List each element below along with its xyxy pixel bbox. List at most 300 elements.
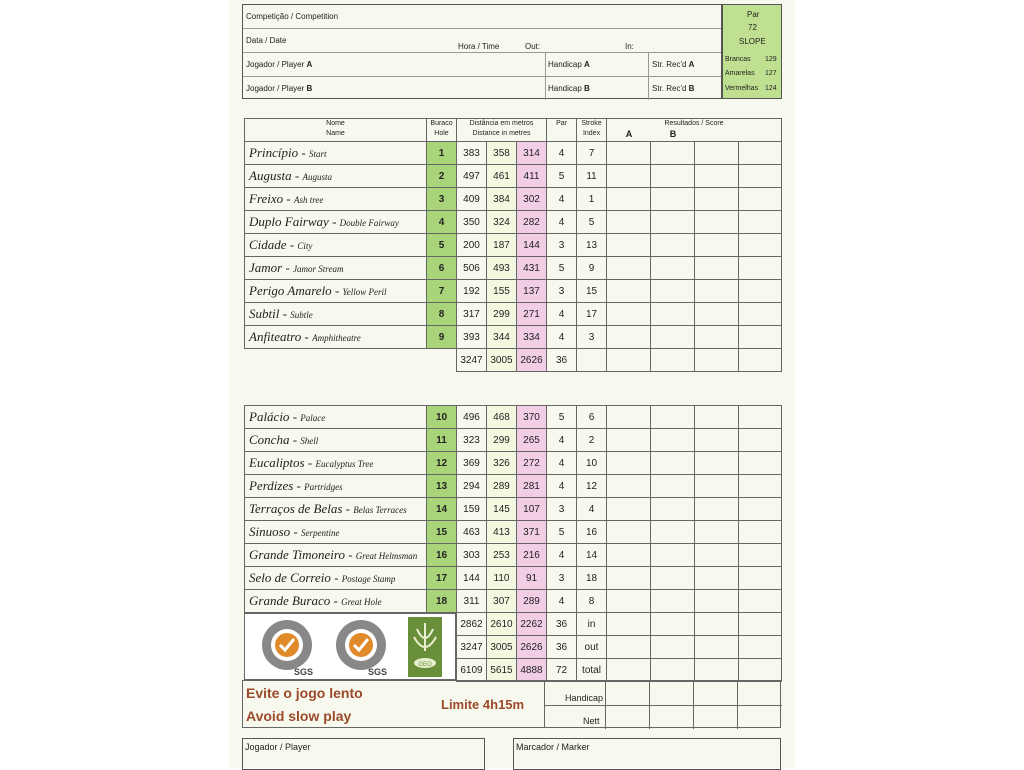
score-cell-b[interactable] bbox=[651, 326, 695, 349]
distance-white: 393 bbox=[457, 326, 487, 349]
distance-yellow: 461 bbox=[487, 165, 517, 188]
distance-red: 370 bbox=[517, 406, 547, 429]
score-cell-a[interactable] bbox=[607, 142, 651, 165]
hole-name: Eucaliptos - Eucalyptus Tree bbox=[245, 452, 427, 475]
distance-white: 294 bbox=[457, 475, 487, 498]
distance-yellow: 468 bbox=[487, 406, 517, 429]
score-cell[interactable] bbox=[695, 303, 739, 326]
slow-play-box bbox=[242, 680, 544, 728]
score-cell-b[interactable] bbox=[651, 521, 695, 544]
total-par: 72 bbox=[547, 659, 577, 682]
score-cell[interactable] bbox=[739, 188, 782, 211]
hole-par: 4 bbox=[547, 429, 577, 452]
distance-white: 463 bbox=[457, 521, 487, 544]
hole-row bbox=[245, 326, 782, 349]
distance-red: 411 bbox=[517, 165, 547, 188]
distance-yellow: 187 bbox=[487, 234, 517, 257]
hole-row bbox=[245, 303, 782, 326]
distance-white: 323 bbox=[457, 429, 487, 452]
total-white: 3247 bbox=[457, 636, 487, 659]
stroke-index: 7 bbox=[577, 142, 607, 165]
score-cell[interactable] bbox=[651, 349, 695, 372]
score-cell[interactable] bbox=[695, 234, 739, 257]
score-cell[interactable] bbox=[695, 567, 739, 590]
score-cell[interactable] bbox=[651, 659, 695, 682]
score-cell-b[interactable] bbox=[651, 188, 695, 211]
score-cell[interactable] bbox=[739, 257, 782, 280]
distance-yellow: 289 bbox=[487, 475, 517, 498]
distance-yellow: 145 bbox=[487, 498, 517, 521]
total-label: in bbox=[577, 613, 607, 636]
hole-row bbox=[245, 567, 782, 590]
distance-header: Distância em metros Distance in metres bbox=[457, 119, 547, 142]
hole-name: Perigo Amarelo - Yellow Peril bbox=[245, 280, 427, 303]
total-red: 2626 bbox=[517, 349, 547, 372]
hole-number: 6 bbox=[427, 257, 457, 280]
hole-name: Grande Timoneiro - Great Helmsman bbox=[245, 544, 427, 567]
hole-par: 4 bbox=[547, 452, 577, 475]
hole-number: 5 bbox=[427, 234, 457, 257]
sgs-seal-icon bbox=[257, 617, 317, 677]
score-cell[interactable] bbox=[607, 613, 651, 636]
hole-number: 3 bbox=[427, 188, 457, 211]
score-cell[interactable] bbox=[739, 326, 782, 349]
sgs-seal-icon bbox=[331, 617, 391, 677]
hole-name: Duplo Fairway - Double Fairway bbox=[245, 211, 427, 234]
score-cell-a[interactable] bbox=[607, 406, 651, 429]
slope-value: 127 bbox=[765, 70, 777, 77]
distance-white: 303 bbox=[457, 544, 487, 567]
score-cell[interactable] bbox=[607, 659, 651, 682]
distance-red: 334 bbox=[517, 326, 547, 349]
hole-name: Subtil - Subtle bbox=[245, 303, 427, 326]
distance-red: 271 bbox=[517, 303, 547, 326]
distance-yellow: 413 bbox=[487, 521, 517, 544]
distance-yellow: 344 bbox=[487, 326, 517, 349]
score-cell-a[interactable] bbox=[607, 452, 651, 475]
header-box bbox=[242, 4, 722, 99]
distance-yellow: 299 bbox=[487, 429, 517, 452]
distance-red: 431 bbox=[517, 257, 547, 280]
hole-row bbox=[245, 280, 782, 303]
sgs-text: SGS bbox=[368, 667, 388, 677]
hole-row bbox=[245, 165, 782, 188]
score-cell[interactable] bbox=[695, 590, 739, 613]
score-cell-b[interactable] bbox=[651, 567, 695, 590]
distance-red: 302 bbox=[517, 188, 547, 211]
total-white: 3247 bbox=[457, 349, 487, 372]
score-cell-b[interactable] bbox=[651, 303, 695, 326]
hole-row bbox=[245, 590, 782, 613]
stroke-index: 10 bbox=[577, 452, 607, 475]
hole-par: 4 bbox=[547, 475, 577, 498]
hole-name: Selo de Correio - Postage Stamp bbox=[245, 567, 427, 590]
score-cell[interactable] bbox=[695, 452, 739, 475]
score-cell[interactable] bbox=[695, 613, 739, 636]
geo-text: GEO bbox=[418, 662, 432, 668]
distance-red: 272 bbox=[517, 452, 547, 475]
score-cell-b[interactable] bbox=[651, 498, 695, 521]
score-cell[interactable] bbox=[739, 590, 782, 613]
score-cell-a[interactable] bbox=[607, 326, 651, 349]
distance-white: 496 bbox=[457, 406, 487, 429]
par-slope-box bbox=[722, 4, 782, 99]
strrec-a-label: Str. Rec'd A bbox=[652, 60, 695, 69]
total-par: 36 bbox=[547, 636, 577, 659]
nett-label: Nett bbox=[583, 716, 600, 726]
score-cell[interactable] bbox=[695, 349, 739, 372]
hole-par: 3 bbox=[547, 234, 577, 257]
slope-value: 124 bbox=[765, 85, 777, 92]
score-cell-a[interactable] bbox=[607, 165, 651, 188]
score-cell[interactable] bbox=[739, 234, 782, 257]
column-header-row bbox=[245, 119, 782, 142]
hole-number: 8 bbox=[427, 303, 457, 326]
score-cell[interactable] bbox=[739, 165, 782, 188]
distance-white: 506 bbox=[457, 257, 487, 280]
hole-number: 7 bbox=[427, 280, 457, 303]
hole-par: 3 bbox=[547, 498, 577, 521]
date-label: Data / Date bbox=[246, 36, 287, 45]
slow-play-pt: Evite o jogo lento bbox=[246, 685, 363, 701]
score-cell[interactable] bbox=[739, 475, 782, 498]
hole-row bbox=[245, 234, 782, 257]
hole-number: 12 bbox=[427, 452, 457, 475]
hole-par: 3 bbox=[547, 567, 577, 590]
score-cell[interactable] bbox=[695, 165, 739, 188]
score-cell[interactable] bbox=[651, 613, 695, 636]
handicap-nett-box bbox=[544, 680, 781, 728]
total-red: 2626 bbox=[517, 636, 547, 659]
distance-yellow: 307 bbox=[487, 590, 517, 613]
score-cell-b[interactable] bbox=[651, 165, 695, 188]
hole-number: 1 bbox=[427, 142, 457, 165]
geo-logo-icon bbox=[408, 617, 442, 677]
total-yellow: 3005 bbox=[487, 636, 517, 659]
total-label: out bbox=[577, 636, 607, 659]
distance-red: 282 bbox=[517, 211, 547, 234]
distance-red: 137 bbox=[517, 280, 547, 303]
score-cell-b[interactable] bbox=[651, 280, 695, 303]
distance-red: 281 bbox=[517, 475, 547, 498]
distance-yellow: 324 bbox=[487, 211, 517, 234]
hole-row bbox=[245, 142, 782, 165]
hole-name: Jamor - Jamor Stream bbox=[245, 257, 427, 280]
distance-yellow: 110 bbox=[487, 567, 517, 590]
hole-par: 5 bbox=[547, 406, 577, 429]
player-b-label: Jogador / Player B bbox=[246, 84, 313, 93]
hole-name: Terraços de Belas - Belas Terraces bbox=[245, 498, 427, 521]
hole-number: 4 bbox=[427, 211, 457, 234]
score-cell[interactable] bbox=[739, 498, 782, 521]
score-cell[interactable] bbox=[739, 452, 782, 475]
total-yellow: 3005 bbox=[487, 349, 517, 372]
score-cell[interactable] bbox=[651, 636, 695, 659]
hole-number: 14 bbox=[427, 498, 457, 521]
score-cell-a[interactable] bbox=[607, 280, 651, 303]
distance-red: 144 bbox=[517, 234, 547, 257]
slope-tee: Vermelhas bbox=[725, 85, 759, 92]
hole-name: Palácio - Palace bbox=[245, 406, 427, 429]
distance-red: 289 bbox=[517, 590, 547, 613]
score-cell[interactable] bbox=[695, 636, 739, 659]
slope-tee: Amarelas bbox=[725, 70, 755, 77]
score-cell[interactable] bbox=[695, 142, 739, 165]
distance-yellow: 358 bbox=[487, 142, 517, 165]
sgs-text: SGS bbox=[294, 667, 314, 677]
total-red: 4888 bbox=[517, 659, 547, 682]
distance-white: 311 bbox=[457, 590, 487, 613]
score-cell[interactable] bbox=[695, 406, 739, 429]
hole-row bbox=[245, 257, 782, 280]
score-cell-a[interactable] bbox=[607, 303, 651, 326]
score-cell-b[interactable] bbox=[651, 429, 695, 452]
score-cell[interactable] bbox=[695, 188, 739, 211]
score-cell[interactable] bbox=[695, 257, 739, 280]
hole-par: 5 bbox=[547, 521, 577, 544]
strrec-b-label: Str. Rec'd B bbox=[652, 84, 695, 93]
distance-white: 350 bbox=[457, 211, 487, 234]
hole-par: 3 bbox=[547, 280, 577, 303]
hole-par: 4 bbox=[547, 303, 577, 326]
distance-yellow: 253 bbox=[487, 544, 517, 567]
score-cell-a[interactable] bbox=[607, 498, 651, 521]
hole-par: 5 bbox=[547, 257, 577, 280]
hole-number: 17 bbox=[427, 567, 457, 590]
player-signature-box[interactable] bbox=[242, 738, 485, 770]
player-a-label: Jogador / Player A bbox=[246, 60, 313, 69]
hole-par: 4 bbox=[547, 544, 577, 567]
stroke-index: 1 bbox=[577, 188, 607, 211]
score-cell[interactable] bbox=[695, 544, 739, 567]
distance-white: 497 bbox=[457, 165, 487, 188]
total-yellow: 5615 bbox=[487, 659, 517, 682]
slope-label: SLOPE bbox=[739, 37, 766, 46]
scorecard bbox=[229, 0, 795, 768]
score-cell-a[interactable] bbox=[607, 234, 651, 257]
score-cell-a[interactable] bbox=[607, 521, 651, 544]
score-cell-a[interactable] bbox=[607, 257, 651, 280]
hole-number: 10 bbox=[427, 406, 457, 429]
hole-name: Concha - Shell bbox=[245, 429, 427, 452]
score-cell[interactable] bbox=[607, 636, 651, 659]
hole-number: 13 bbox=[427, 475, 457, 498]
score-cell-b[interactable] bbox=[651, 211, 695, 234]
score-cell[interactable] bbox=[739, 659, 782, 682]
in-label: In: bbox=[625, 42, 634, 51]
total-yellow: 2610 bbox=[487, 613, 517, 636]
total-red: 2262 bbox=[517, 613, 547, 636]
score-cell[interactable] bbox=[739, 613, 782, 636]
out-label: Out: bbox=[525, 42, 541, 51]
hole-par: 4 bbox=[547, 590, 577, 613]
stroke-index: 16 bbox=[577, 521, 607, 544]
score-cell[interactable] bbox=[739, 406, 782, 429]
score-cell-a[interactable] bbox=[607, 188, 651, 211]
slow-play-en: Avoid slow play bbox=[246, 708, 352, 724]
distance-red: 265 bbox=[517, 429, 547, 452]
hole-par: 4 bbox=[547, 142, 577, 165]
distance-red: 314 bbox=[517, 142, 547, 165]
hole-par: 4 bbox=[547, 326, 577, 349]
par-label: Par bbox=[747, 10, 760, 19]
distance-white: 159 bbox=[457, 498, 487, 521]
distance-white: 383 bbox=[457, 142, 487, 165]
name-header: Nome Name bbox=[245, 119, 427, 142]
hole-row bbox=[245, 498, 782, 521]
time-limit: Limite 4h15m bbox=[441, 697, 525, 712]
hole-header: Buraco Hole bbox=[427, 119, 457, 142]
distance-red: 107 bbox=[517, 498, 547, 521]
distance-red: 216 bbox=[517, 544, 547, 567]
distance-yellow: 384 bbox=[487, 188, 517, 211]
score-cell[interactable] bbox=[739, 429, 782, 452]
marker-signature-label: Marcador / Marker bbox=[516, 742, 590, 752]
slope-value: 129 bbox=[765, 56, 777, 63]
distance-white: 369 bbox=[457, 452, 487, 475]
stroke-index: 18 bbox=[577, 567, 607, 590]
hole-row bbox=[245, 406, 782, 429]
stroke-index: 9 bbox=[577, 257, 607, 280]
hole-number: 11 bbox=[427, 429, 457, 452]
hole-number: 16 bbox=[427, 544, 457, 567]
handicap-b-label: Handicap B bbox=[548, 84, 590, 93]
score-cell[interactable] bbox=[607, 349, 651, 372]
distance-yellow: 299 bbox=[487, 303, 517, 326]
score-cell-a[interactable] bbox=[607, 590, 651, 613]
distance-yellow: 326 bbox=[487, 452, 517, 475]
score-cell-b[interactable] bbox=[651, 257, 695, 280]
total-label: total bbox=[577, 659, 607, 682]
score-cell[interactable] bbox=[739, 303, 782, 326]
hole-name: Sinuoso - Serpentine bbox=[245, 521, 427, 544]
score-cell[interactable] bbox=[739, 636, 782, 659]
score-cell[interactable] bbox=[739, 349, 782, 372]
hole-number: 9 bbox=[427, 326, 457, 349]
front-total-row bbox=[245, 349, 782, 372]
player-signature-label: Jogador / Player bbox=[245, 742, 311, 752]
score-cell[interactable] bbox=[695, 475, 739, 498]
score-cell[interactable] bbox=[695, 521, 739, 544]
hole-row bbox=[245, 452, 782, 475]
hole-row bbox=[245, 188, 782, 211]
distance-white: 200 bbox=[457, 234, 487, 257]
hole-name: Perdizes - Partridges bbox=[245, 475, 427, 498]
handicap-label: Handicap bbox=[565, 693, 604, 703]
distance-white: 317 bbox=[457, 303, 487, 326]
hole-number: 2 bbox=[427, 165, 457, 188]
score-cell-a[interactable] bbox=[607, 211, 651, 234]
front-nine-table bbox=[244, 118, 782, 372]
distance-yellow: 493 bbox=[487, 257, 517, 280]
score-cell[interactable] bbox=[739, 544, 782, 567]
score-cell-b[interactable] bbox=[651, 475, 695, 498]
par-header: Par bbox=[547, 119, 577, 142]
stroke-index: 14 bbox=[577, 544, 607, 567]
score-cell[interactable] bbox=[739, 142, 782, 165]
hole-row bbox=[245, 544, 782, 567]
total-par: 36 bbox=[547, 613, 577, 636]
stroke-index: 2 bbox=[577, 429, 607, 452]
stroke-index: 15 bbox=[577, 280, 607, 303]
stroke-index: 13 bbox=[577, 234, 607, 257]
total-white: 6109 bbox=[457, 659, 487, 682]
hole-par: 4 bbox=[547, 211, 577, 234]
score-cell[interactable] bbox=[739, 567, 782, 590]
score-cell-a[interactable] bbox=[607, 544, 651, 567]
hole-name: Princípio - Start bbox=[245, 142, 427, 165]
stroke-index: 5 bbox=[577, 211, 607, 234]
score-cell-b[interactable] bbox=[651, 590, 695, 613]
score-cell[interactable] bbox=[695, 659, 739, 682]
score-cell[interactable] bbox=[739, 280, 782, 303]
distance-white: 144 bbox=[457, 567, 487, 590]
time-label: Hora / Time bbox=[458, 42, 500, 51]
score-cell[interactable] bbox=[739, 521, 782, 544]
hole-row bbox=[245, 211, 782, 234]
score-cell[interactable] bbox=[739, 211, 782, 234]
hole-name: Augusta - Augusta bbox=[245, 165, 427, 188]
score-cell-b[interactable] bbox=[651, 544, 695, 567]
hole-par: 5 bbox=[547, 165, 577, 188]
score-cell-a[interactable] bbox=[607, 567, 651, 590]
score-cell-b[interactable] bbox=[651, 142, 695, 165]
stroke-index: 17 bbox=[577, 303, 607, 326]
handicap-a-label: Handicap A bbox=[548, 60, 590, 69]
score-cell[interactable] bbox=[695, 498, 739, 521]
hole-number: 18 bbox=[427, 590, 457, 613]
total-white: 2862 bbox=[457, 613, 487, 636]
score-cell-b[interactable] bbox=[651, 406, 695, 429]
stroke-index: 6 bbox=[577, 406, 607, 429]
distance-red: 91 bbox=[517, 567, 547, 590]
stroke-index: 4 bbox=[577, 498, 607, 521]
distance-yellow: 155 bbox=[487, 280, 517, 303]
stroke-index: 11 bbox=[577, 165, 607, 188]
total-par: 36 bbox=[547, 349, 577, 372]
score-cell[interactable] bbox=[695, 211, 739, 234]
stroke-index: 12 bbox=[577, 475, 607, 498]
score-cell[interactable] bbox=[695, 429, 739, 452]
hole-name: Grande Buraco - Great Hole bbox=[245, 590, 427, 613]
results-header: Resultados / Score A B bbox=[607, 119, 782, 142]
hole-name: Freixo - Ash tree bbox=[245, 188, 427, 211]
hole-row bbox=[245, 475, 782, 498]
hole-row bbox=[245, 429, 782, 452]
marker-signature-box[interactable] bbox=[513, 738, 781, 770]
stroke-index: 3 bbox=[577, 326, 607, 349]
score-cell-a[interactable] bbox=[607, 475, 651, 498]
hole-row bbox=[245, 521, 782, 544]
stroke-index: 8 bbox=[577, 590, 607, 613]
distance-white: 192 bbox=[457, 280, 487, 303]
hole-name: Anfiteatro - Amphitheatre bbox=[245, 326, 427, 349]
hole-par: 4 bbox=[547, 188, 577, 211]
score-cell-b[interactable] bbox=[651, 234, 695, 257]
distance-red: 371 bbox=[517, 521, 547, 544]
distance-white: 409 bbox=[457, 188, 487, 211]
score-cell-a[interactable] bbox=[607, 429, 651, 452]
score-cell[interactable] bbox=[695, 326, 739, 349]
slope-tee: Brancas bbox=[725, 56, 751, 63]
par-value: 72 bbox=[748, 23, 757, 32]
competition-label: Competição / Competition bbox=[246, 12, 339, 21]
score-cell-b[interactable] bbox=[651, 452, 695, 475]
hole-number: 15 bbox=[427, 521, 457, 544]
stroke-index-header: Stroke Index bbox=[577, 119, 607, 142]
certification-logos bbox=[244, 613, 456, 680]
score-cell[interactable] bbox=[695, 280, 739, 303]
